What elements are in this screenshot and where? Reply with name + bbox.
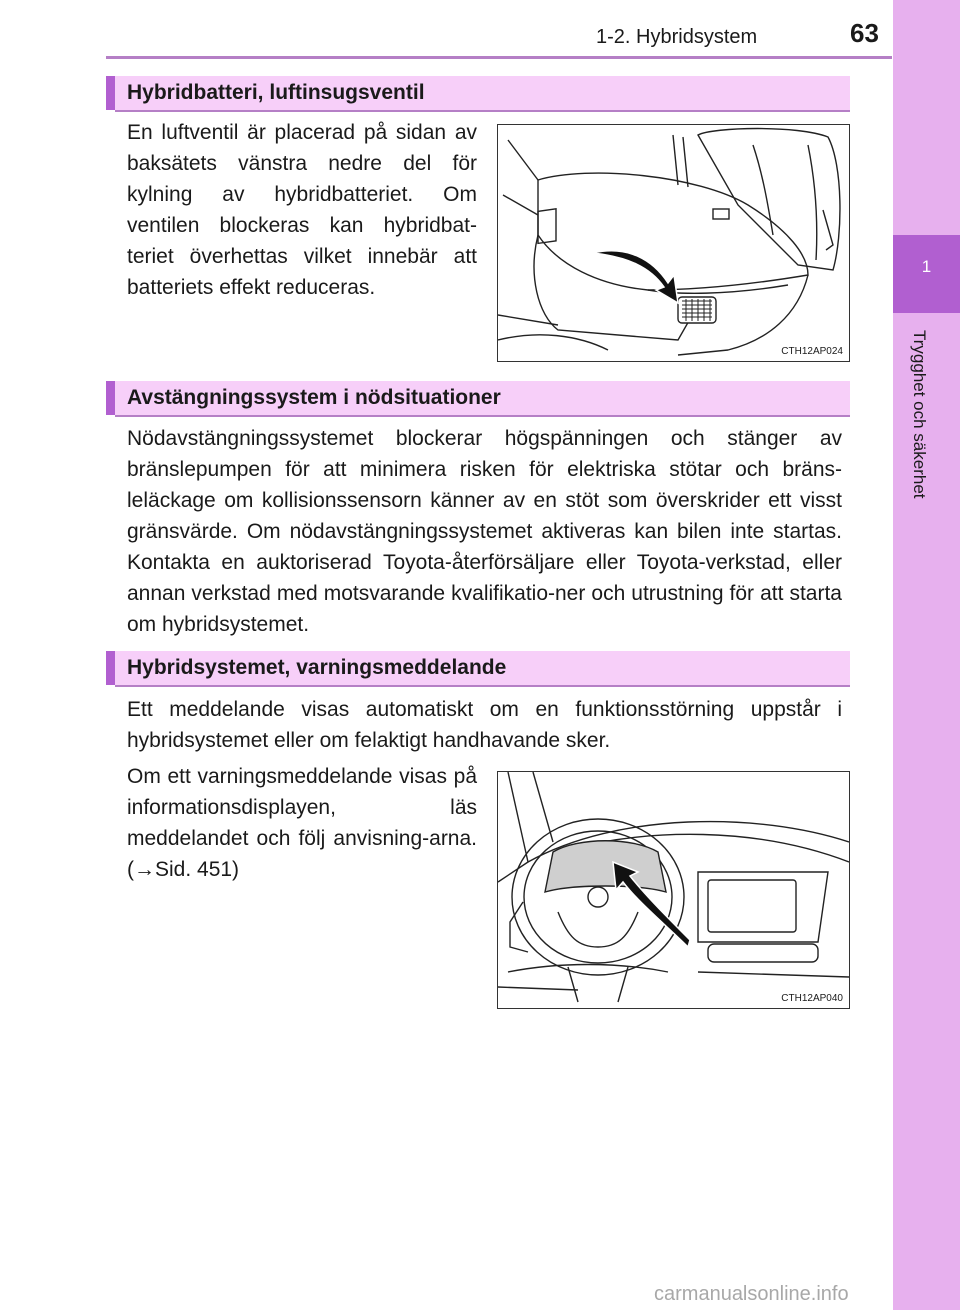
- paragraph-warning-auto: Ett meddelande visas automatiskt om en funktionsstörning uppstår i hybridsystemet eller om felaktigt handhavande sker.: [127, 698, 842, 752]
- arrow-pointer-icon: [593, 251, 678, 303]
- section-heading-text: Avstängningssystem i nödsituationer: [127, 386, 501, 409]
- figure-code: CTH12AP040: [781, 993, 843, 1004]
- page-number: 63: [850, 18, 879, 48]
- paragraph-warning-display: Om ett varningsmeddelande visas på informationsdisplayen, läs meddelandet och följ anvisning-arna. (→Sid. 451): [127, 765, 477, 881]
- section-heading-hybrid-battery: [106, 76, 850, 110]
- section-heading-emergency-shutoff: [106, 381, 850, 415]
- section-heading-text: Hybridbatteri, luftinsugsventil: [127, 81, 425, 104]
- figure-dashboard-display: [497, 771, 850, 1009]
- rear-seat-illustration: [498, 125, 849, 361]
- watermark-text: carmanualsonline.info: [654, 1283, 849, 1305]
- section-heading-warning-message: [106, 651, 850, 685]
- figure-rear-seat-air-vent: [497, 124, 850, 362]
- dashboard-illustration: [498, 772, 849, 1008]
- chapter-number: 1: [921, 257, 932, 276]
- chapter-title: Trygghet och säkerhet: [910, 330, 929, 499]
- paragraph-emergency-shutoff: Nödavstängningssystemet blockerar högspänningen och stänger av bränslepumpen för att minimera risken för elektriska stötar och bräns-leläckage om kollisionssensorn känner av en stöt som överskrider ett visst gränsvärde. Om nödavstängningssystemet aktiveras kan bilen inte startas. Kontakta en auktoriserad Toyota-återförsäljare eller Toyota-verkstad, eller annan verkstad med motsvarande kvalifikatio-ner och utrustning för att starta om hybridsystemet.: [127, 427, 842, 636]
- figure-code: CTH12AP024: [781, 346, 843, 357]
- air-vent-grille: [678, 297, 716, 323]
- running-header-section: 1-2. Hybridsystem: [596, 26, 758, 48]
- chapter-side-tab: [893, 0, 960, 1310]
- header-rule: [106, 56, 892, 59]
- paragraph-air-vent: En luftventil är placerad på sidan av baksätets vänstra nedre del för kylning av hybridbatteriet. Om ventilen blockeras kan hybridbat-teriet överhettas vilket innebär att batteriets effekt reduceras.: [127, 121, 477, 299]
- gauge-cluster: [545, 841, 666, 892]
- section-heading-text: Hybridsystemet, varningsmeddelande: [127, 656, 507, 679]
